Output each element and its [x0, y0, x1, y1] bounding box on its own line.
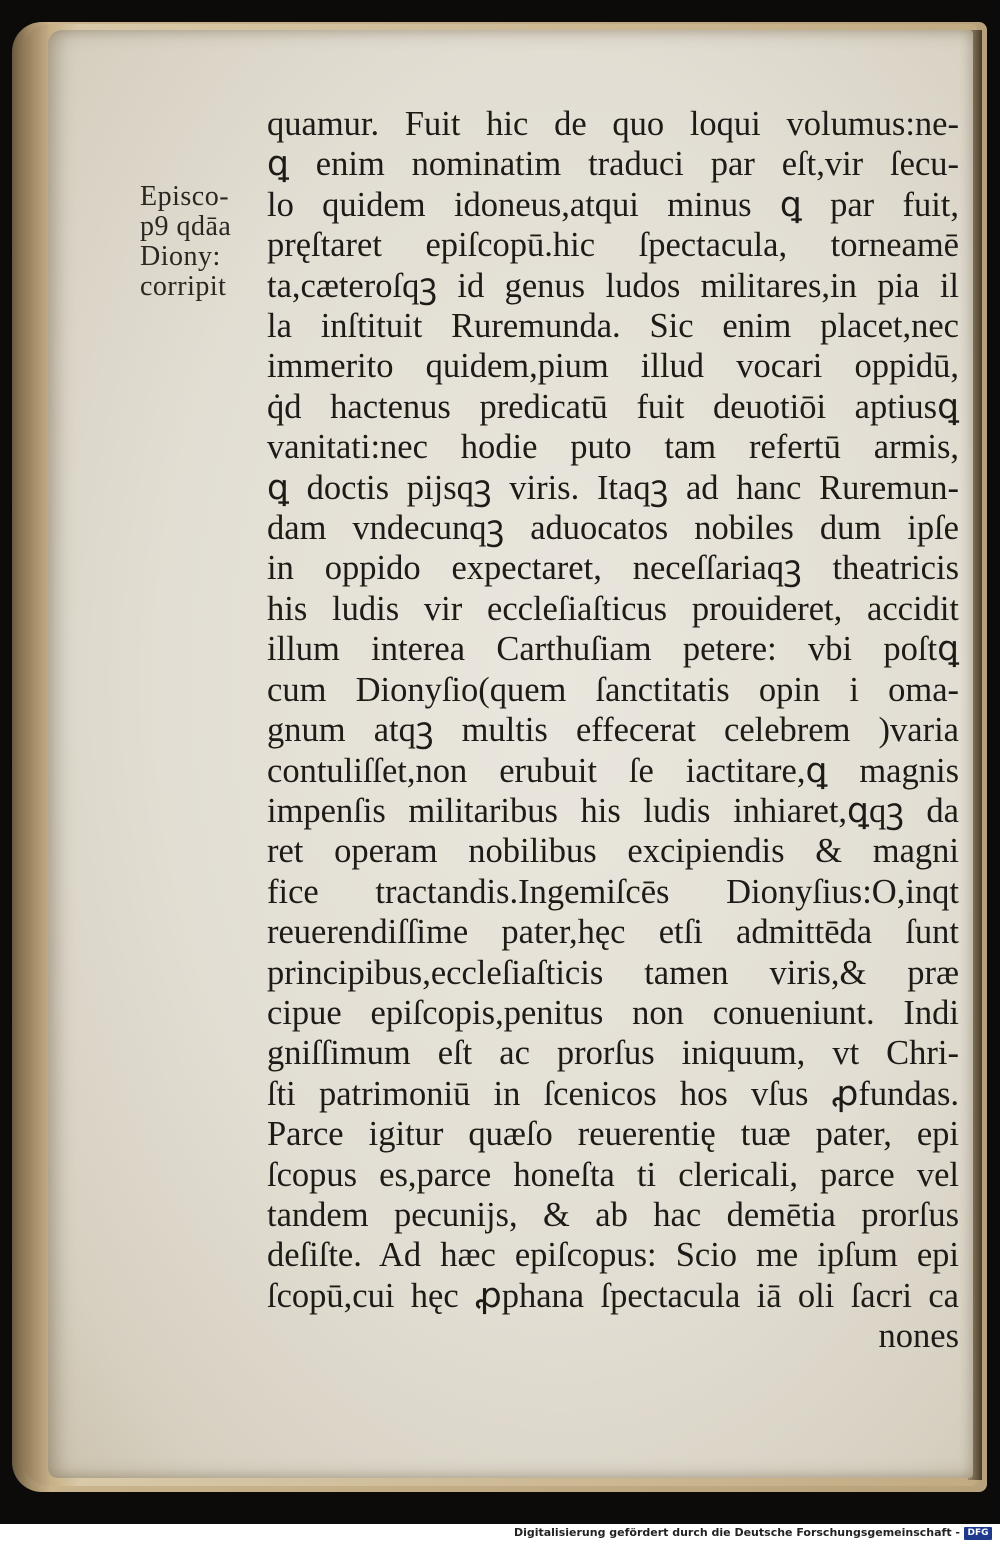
text-line: gniſſimum eſt ac prorſus iniquum, vt Chri-: [267, 1034, 959, 1073]
text-line: impenſis militaribus his ludis inhiaret,ꝗqꝫ da: [267, 791, 959, 830]
text-line: gnum atqꝫ multis effecerat celebrem )varia: [267, 711, 959, 750]
text-line: vanitati:nec hodie puto tam refertū armis,: [267, 428, 959, 467]
text-line: ta,cæteroſqꝫ id genus ludos militares,in pia il: [267, 266, 959, 305]
marginal-note: [140, 182, 265, 302]
text-line: in oppido expectaret, neceſſariaqꝫ theatricis: [267, 549, 959, 588]
text-line: ret operam nobilibus excipiendis & magni: [267, 832, 959, 871]
text-line: ſcopus es,parce honeſta ti clericali, parce vel: [267, 1155, 959, 1194]
text-line: Parce igitur quæſo reuerentię tuæ pater, epi: [267, 1115, 959, 1154]
text-line: q̇d hactenus predicatū fuit deuotiōi aptiusꝗ: [267, 387, 959, 426]
text-line: ꝗ enim nominatim traduci par eſt,vir ſecu-: [267, 145, 959, 184]
text-line: ꝗ doctis pijsqꝫ viris. Itaqꝫ ad hanc Ruremun-: [267, 468, 959, 507]
text-line: tandem pecunijs, & ab hac demētia prorſus: [267, 1195, 959, 1234]
text-line: cipue epiſcopis,penitus non conueniunt. Indi: [267, 993, 959, 1032]
marginal-note-line: p9 qdāa: [140, 211, 232, 242]
text-line: la inſtituit Ruremunda. Sic enim placet,nec: [267, 307, 959, 346]
marginal-note-line: Episco-: [140, 181, 230, 212]
text-line: deſiſte. Ad hæc epiſcopus: Scio me ipſum epi: [267, 1236, 959, 1275]
text-line: lo quidem idoneus,atqui minus ꝗ par fuit,: [267, 185, 959, 224]
text-line: principibus,eccleſiaſticis tamen viris,& præ: [267, 953, 959, 992]
text-line: cum Dionyſio(quem ſanctitatis opin i oma-: [267, 670, 959, 709]
footer-bar: [0, 1524, 1000, 1544]
catchword: nones: [878, 1317, 959, 1356]
text-line: quamur. Fuit hic de quo loqui volumus:ne-: [267, 105, 959, 143]
text-line: reuerendiſſime pater,hęc etſi admittēda ſunt: [267, 913, 959, 952]
text-line: contuliſſet,non erubuit ſe iactitare,ꝗ magnis: [267, 751, 959, 790]
text-line: illum interea Carthuſiam petere: vbi poſtꝗ: [267, 630, 959, 669]
dfg-logo: DFG: [964, 1527, 992, 1540]
text-line: his ludis vir eccleſiaſticus prouideret, accidit: [267, 589, 959, 628]
marginal-note-line: Diony:: [140, 241, 221, 272]
funding-credit: Digitalisierung gefördert durch die Deutsche Forschungsgemeinschaft -: [513, 1526, 960, 1539]
text-line: immerito quidem,pium illud vocari oppidū,: [267, 347, 959, 386]
text-line: pręſtaret epiſcopū.hic ſpectacula, torneamē: [267, 226, 959, 265]
text-line: fice tractandis.Ingemiſcēs Dionyſius:O,inqt: [267, 872, 959, 911]
text-line: ſcopū,cui hęc ꝓphana ſpectacula iā oli ſacri ca: [267, 1276, 959, 1315]
text-line: dam vndecunqꝫ aduocatos nobiles dum ipſe: [267, 509, 959, 548]
text-line: ſti patrimoniū in ſcenicos hos vſus ꝓfundas.: [267, 1074, 959, 1113]
main-text-block: [267, 104, 967, 1357]
marginal-note-line: corripit: [140, 271, 227, 302]
